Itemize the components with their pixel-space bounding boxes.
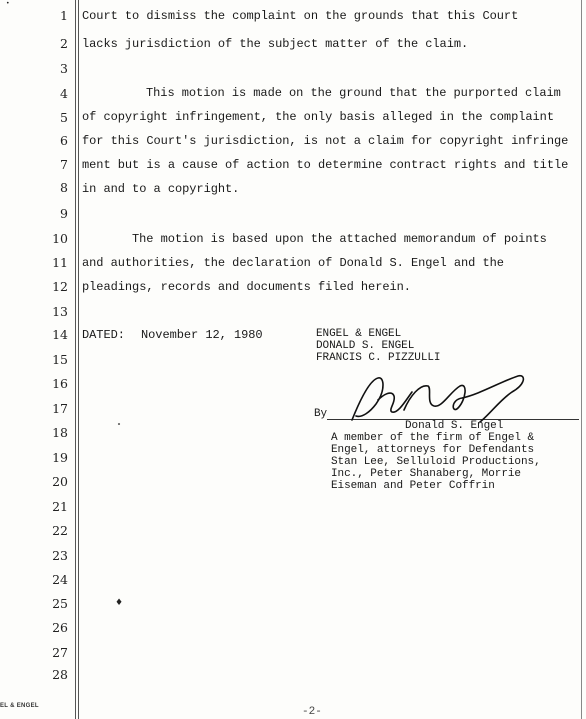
- scan-speck: •: [6, 0, 10, 7]
- line-number: 4: [60, 86, 68, 101]
- line-number: 23: [52, 548, 68, 563]
- body-line-4: This motion is made on the ground that the purported claim: [146, 86, 561, 100]
- line-number: 24: [52, 572, 68, 587]
- body-line-12: pleadings, records and documents filed herein.: [82, 280, 411, 294]
- line-number: 25: [52, 596, 68, 611]
- line-number: 7: [60, 157, 68, 172]
- line-number: 21: [52, 499, 68, 514]
- line-number: 19: [52, 450, 68, 465]
- footer-firm-mark: EL & ENGEL: [0, 703, 39, 709]
- scan-speck: ♦: [115, 598, 124, 608]
- body-line-6: for this Court's jurisdiction, is not a claim for copyright infringe: [82, 134, 569, 148]
- signer-description-2: Engel, attorneys for Defendants: [331, 444, 535, 456]
- by-label: By: [314, 408, 328, 420]
- line-number: 18: [52, 425, 68, 440]
- line-number: 3: [60, 61, 68, 76]
- signer-name: Donald S. Engel: [405, 420, 504, 432]
- body-line-11: and authorities, the declaration of Donald S. Engel and the: [82, 256, 504, 270]
- dated-label: DATED:: [82, 328, 125, 342]
- firm-name: ENGEL & ENGEL: [316, 328, 402, 340]
- signer-description-4: Inc., Peter Shanaberg, Morrie: [331, 468, 521, 480]
- body-line-2: lacks jurisdiction of the subject matter of the claim.: [82, 37, 469, 51]
- left-margin-rule-outer: [75, 0, 76, 719]
- page-number: -2-: [302, 706, 322, 718]
- signer-description-3: Stan Lee, Selluloid Productions,: [331, 456, 541, 468]
- line-number: 20: [52, 474, 68, 489]
- body-line-10: The motion is based upon the attached memorandum of points: [132, 232, 547, 246]
- line-number: 5: [60, 110, 68, 125]
- left-margin-rule-inner: [78, 0, 79, 719]
- line-number: 16: [52, 376, 68, 391]
- signer-description-1: A member of the firm of Engel &: [331, 432, 535, 444]
- body-line-1: Court to dismiss the complaint on the grounds that this Court: [82, 9, 519, 23]
- signer-description-5: Eiseman and Peter Coffrin: [331, 480, 495, 492]
- line-number: 26: [52, 620, 68, 635]
- dated-date: November 12, 1980: [141, 328, 263, 342]
- line-number: 14: [52, 327, 68, 342]
- body-line-5: of copyright infringement, the only basis alleged in the complaint: [82, 110, 554, 124]
- attorney-name-2: FRANCIS C. PIZZULLI: [316, 352, 441, 364]
- line-number: 8: [60, 180, 68, 195]
- line-number: 2: [60, 36, 68, 51]
- scan-speck: ˚: [117, 423, 121, 432]
- attorney-name-1: DONALD S. ENGEL: [316, 340, 415, 352]
- line-number: 27: [52, 645, 68, 660]
- line-number: 13: [52, 304, 68, 319]
- right-margin-rule: [581, 0, 582, 719]
- body-line-8: in and to a copyright.: [82, 182, 240, 196]
- line-number: 17: [52, 401, 68, 416]
- line-number: 12: [52, 279, 68, 294]
- line-number: 9: [60, 206, 68, 221]
- line-number: 28: [52, 667, 68, 682]
- line-number: 11: [52, 255, 68, 270]
- line-number: 15: [52, 352, 68, 367]
- line-number: 6: [60, 133, 68, 148]
- line-number: 10: [52, 231, 68, 246]
- line-number: 22: [52, 523, 68, 538]
- body-line-7: ment but is a cause of action to determine contract rights and title: [82, 158, 569, 172]
- line-number: 1: [60, 8, 68, 23]
